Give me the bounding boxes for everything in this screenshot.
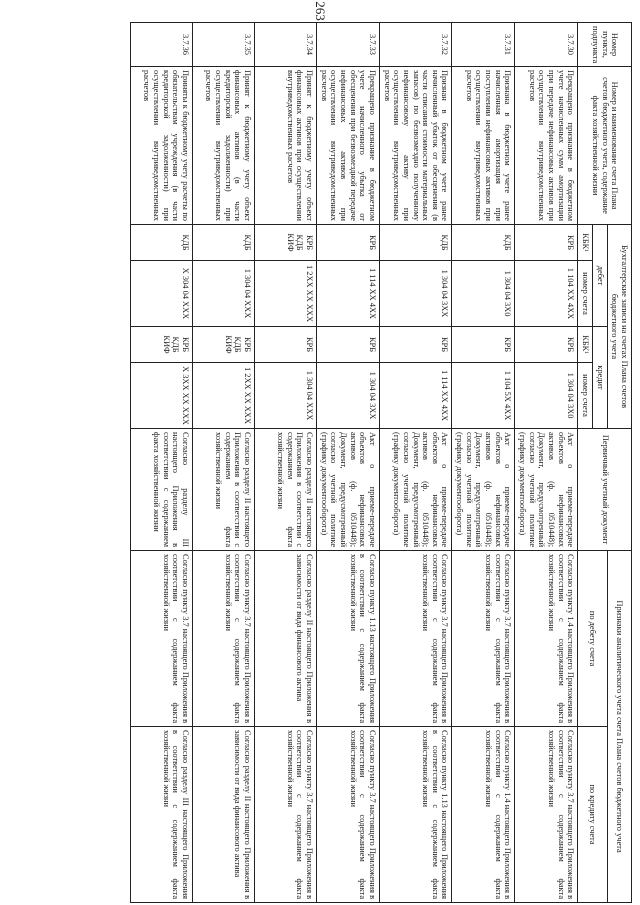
operation-description: Признана в бюджетном учете ранее начисленная амортизация при поступлении нефинансовых активов при осуществлении внутриведомственных расчетов	[452, 67, 515, 225]
table-row	[379, 23, 452, 903]
kbk-credit: КРБ КДБ КИФ	[192, 327, 254, 363]
item-number: 3.7.31	[452, 23, 515, 67]
account-credit: X 3XX XX XXX	[130, 363, 192, 429]
account-credit: 1 304 04 3XX	[316, 363, 379, 429]
header-credit: кредит	[593, 327, 608, 429]
item-number: 3.7.33	[316, 23, 379, 67]
account-credit: 1 114 XX 4XX	[379, 363, 452, 429]
analytics-debit: Согласно пункту 3.7 настоящего Приложения в соответствии с содержанием факта хозяйственной жизни	[379, 551, 452, 727]
kbk-debit: КДБ	[130, 225, 192, 261]
kbk-credit: КРБ	[379, 327, 452, 363]
account-debit: 1 2XX XX XXX	[254, 261, 316, 327]
kbk-credit: КРБ	[254, 327, 316, 363]
analytics-credit: Согласно пункту 3.7 настоящего Приложения в соответствии с содержанием факта хозяйственной жизни	[316, 727, 379, 903]
header-analytics: Признаки аналитического учета счета Плана счетов бюджетного учета	[607, 551, 631, 903]
rotated-table-wrapper	[26, 22, 632, 902]
header-primary-document: Первичный учетный документ	[578, 429, 632, 551]
table-row	[130, 23, 192, 903]
item-number: 3.7.34	[254, 23, 316, 67]
header-by-debit: по дебету счета	[578, 551, 607, 727]
account-debit: 1 304 04 XXX	[192, 261, 254, 327]
item-number: 3.7.30	[515, 23, 578, 67]
analytics-debit: Согласно пункту 1.4 настоящего Приложения в соответствии с содержанием факта хозяйственной жизни	[515, 551, 578, 727]
analytics-debit: Согласно пункту 1.13 настоящего Приложения в соответствии с содержанием факта хозяйственной жизни	[316, 551, 379, 727]
account-debit: X 304 04 XXX	[130, 261, 192, 327]
accounting-entries-table	[130, 22, 632, 903]
header-item-number: Номер пункта, подпункта	[578, 23, 632, 67]
kbk-debit: КРБ	[515, 225, 578, 261]
kbk-debit: КРБ КДБ КИФ	[254, 225, 316, 261]
kbk-credit: КРБ КДБ КИФ	[130, 327, 192, 363]
analytics-debit: Согласно пункту 3.7 настоящего Приложения в соответствии с содержанием факта хозяйственной жизни	[192, 551, 254, 727]
primary-document: Согласно разделу II настоящего Приложения в соответствии с содержанием факта хозяйственной жизни	[192, 429, 254, 551]
primary-document: Согласно разделу III настоящего Приложения в соответствии с содержанием факта хозяйственной жизни	[130, 429, 192, 551]
operation-description: Прекращено признание в бюджетном учете начисленных сумм амортизации при передаче нефинансовых активов при осуществлении внутриведомственных расчетов	[515, 67, 578, 225]
header-account-name: Номер и наименование счета Плана счетов бюджетного учета, содержание факта хозяйственной жизни	[578, 67, 632, 225]
kbk-credit: КРБ	[452, 327, 515, 363]
account-debit: 1 104 XX 4XX	[515, 261, 578, 327]
header-kbk-debit: КБК¹	[578, 225, 593, 261]
kbk-credit: КРБ	[316, 327, 379, 363]
kbk-debit: КДБ	[192, 225, 254, 261]
analytics-debit: Согласно пункту 3.7 настоящего Приложения в соответствии с содержанием факта хозяйственной жизни	[130, 551, 192, 727]
table-header	[578, 23, 632, 903]
item-number: 3.7.36	[130, 23, 192, 67]
header-kbk-credit: КБК¹	[578, 327, 593, 363]
kbk-debit: КДБ	[452, 225, 515, 261]
analytics-debit: Согласно пункту 3.7 настоящего Приложения в соответствии с содержанием факта хозяйственной жизни	[452, 551, 515, 727]
kbk-credit: КРБ	[515, 327, 578, 363]
primary-document: Акт о приеме-передаче объектов нефинансовых активов (ф. 0510448); Документ, предусмотренный согласно учетной политике (графику документооборота)	[316, 429, 379, 551]
account-credit: 1 2XX XX XXX	[192, 363, 254, 429]
page-number: 263	[313, 1, 328, 21]
account-debit: 1 304 04 3X0	[452, 261, 515, 327]
account-credit: 1 104 5X 4XX	[452, 363, 515, 429]
table-row	[254, 23, 316, 903]
analytics-debit: Согласно разделу II настоящего Приложения в зависимости от вида финансового актива	[254, 551, 316, 727]
account-debit: 1 114 XX 4XX	[316, 261, 379, 327]
primary-document: Акт о приеме-передаче объектов нефинансовых активов (ф. 0510448); Документ, предусмотренный согласно учетной политике (графику документооборота)	[515, 429, 578, 551]
operation-description: Признан в бюджетном учете ранее начисленный убыток от обесценения (в части списания стоимости материальных запасов) по безвозмездно полученному нефинансовому активу при осуществлении внутриведомственных расчетов	[379, 67, 452, 225]
header-by-credit: по кредиту счета	[578, 727, 607, 903]
analytics-credit: Согласно разделу III настоящего Приложения в соответствии с содержанием факта хозяйственной жизни	[130, 727, 192, 903]
account-debit: 1 304 04 3XX	[379, 261, 452, 327]
header-account-credit: номер счета	[578, 363, 593, 429]
item-number: 3.7.35	[192, 23, 254, 67]
primary-document: Согласно разделу II настоящего Приложения в соответствии с содержанием факта хозяйственной жизни	[254, 429, 316, 551]
table-row	[452, 23, 515, 903]
operation-description: Прекращено признание в бюджетном учете начисленного убытка от обесценения при безвозмездной передаче нефинансовых активов при осуществлении внутриведомственных расчетов	[316, 67, 379, 225]
analytics-credit: Согласно пункту 1.13 настоящего Приложения в соответствии с содержанием факта хозяйственной жизни	[379, 727, 452, 903]
kbk-debit: КДБ	[379, 225, 452, 261]
account-credit: 1 304 04 XXX	[254, 363, 316, 429]
header-account-debit: номер счета	[578, 261, 593, 327]
header-entries: Бухгалтерские записи на счетах Плана счетов бюджетного учета	[607, 225, 631, 429]
table-row	[316, 23, 379, 903]
item-number: 3.7.32	[379, 23, 452, 67]
header-debit: дебет	[593, 225, 608, 327]
operation-description: Принят к бюджетному учету объект финансовых активов при осуществлении внутриведомственных расчетов	[254, 67, 316, 225]
table-row	[515, 23, 578, 903]
analytics-credit: Согласно пункту 3.7 настоящего Приложения в соответствии с содержанием факта хозяйственной жизни	[515, 727, 578, 903]
primary-document: Акт о приеме-передаче объектов нефинансовых активов (ф. 0510448); Документ, предусмотренный согласно учетной политике (графику документооборота)	[379, 429, 452, 551]
table-row	[192, 23, 254, 903]
analytics-credit: Согласно пункту 3.7 настоящего Приложения в соответствии с содержанием факта хозяйственной жизни	[254, 727, 316, 903]
operation-description: Приняты к бюджетному учету расчеты по обязательствам учреждения (в части кредиторской задолженности) при осуществлении внутриведомственных расчетов	[130, 67, 192, 225]
analytics-credit: Согласно разделу II настоящего Приложения в зависимости от вида финансового актива	[192, 727, 254, 903]
account-credit: 1 304 04 3X0	[515, 363, 578, 429]
operation-description: Принят к бюджетному учету объект финансовых активов (в части кредиторской задолженности) при осуществлении внутриведомственных расчетов	[192, 67, 254, 225]
table-body	[130, 23, 577, 903]
primary-document: Акт о приеме-передаче объектов нефинансовых активов (ф. 0510448); Документ, предусмотренный согласно учетной политике (графику документооборота)	[452, 429, 515, 551]
kbk-debit: КРБ	[316, 225, 379, 261]
analytics-credit: Согласно пункту 1.4 настоящего Приложения в соответствии с содержанием факта хозяйственной жизни	[452, 727, 515, 903]
